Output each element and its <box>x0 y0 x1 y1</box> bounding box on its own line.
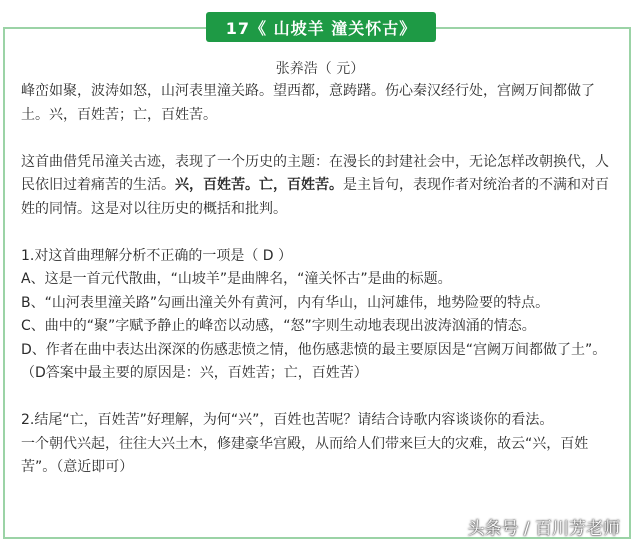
question-2-stem: 2.结尾“亡，百姓苦”好理解，为何“兴”，百姓也苦呢？请结合诗歌内容谈谈你的看法。 <box>21 412 554 428</box>
question-1-option-d: D、作者在曲中表达出深深的伤感悲愤之情，他伤感悲愤的最主要原因是“宫阙万间都做了土”。 <box>21 341 607 358</box>
question-1-option-a: A、这是一首元代散曲，“山坡羊”是曲牌名，“潼关怀古”是曲的标题。 <box>21 271 452 287</box>
question-1-note: （D答案中最主要的原因是：兴，百姓苦；亡，百姓苦） <box>21 365 368 381</box>
spacer <box>21 127 621 151</box>
question-1-option-c: C、曲中的“聚”字赋予静止的峰峦以动感，“怒”字则生动地表现出波涛汹涌的情态。 <box>21 318 536 334</box>
question-1-stem: 1.对这首曲理解分析不正确的一项是（ D ） <box>21 247 293 264</box>
author-line: 张养浩（ 元） <box>275 61 365 77</box>
spacer <box>21 221 621 245</box>
analysis-text-2: 是主旨句，表现作者对统治者的不满和对百姓的同情。这是对以往历史的概括和批判。 <box>21 177 609 217</box>
question-2-answer: 一个朝代兴起，往往大兴土木，修建豪华宫殿，从而给人们带来巨大的灾难，故云“兴，百姓苦”。（意近即可） <box>21 435 589 475</box>
poem-text: 峰峦如聚，波涛如怒，山河表里潼关路。望西都，意踌躇。伤心秦汉经行处，宫阙万间都做了土。兴，百姓苦；亡，百姓苦。 <box>21 83 595 123</box>
analysis-paragraph <box>21 151 621 222</box>
page-title: 17《 山坡羊 潼关怀古》 <box>206 12 436 42</box>
analysis-key-sentence: 兴，百姓苦。亡，百姓苦。 <box>175 177 343 193</box>
spacer <box>21 386 621 410</box>
document-body <box>21 80 621 480</box>
question-1-option-b: B、“山河表里潼关路”勾画出潼关外有黄河，内有华山，山河雄伟，地势险要的特点。 <box>21 294 550 311</box>
watermark: 头条号 / 百川芳老师 <box>467 519 620 539</box>
analysis-text-1: 这首曲借凭吊潼关古迹，表现了一个历史的主题：在漫长的封建社会中，无论怎样改朝换代，人民依旧过着痛苦的生活。 <box>21 153 609 193</box>
